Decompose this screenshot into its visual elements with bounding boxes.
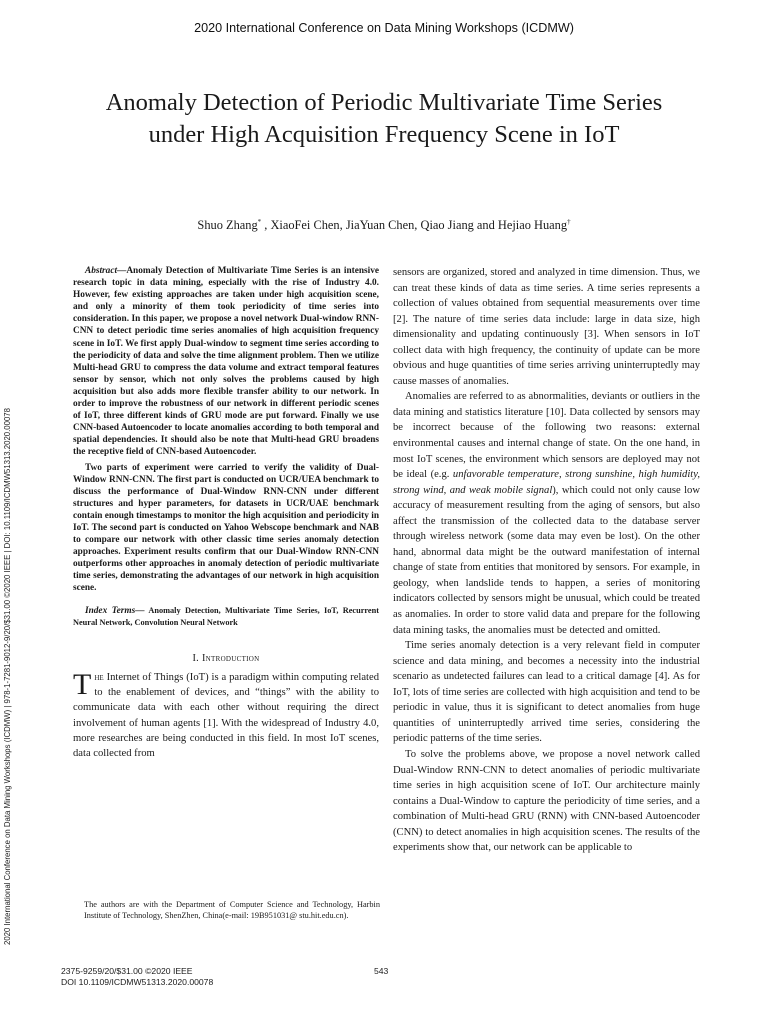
footer-doi: DOI 10.1109/ICDMW51313.2020.00078 bbox=[61, 977, 214, 987]
right-paragraph-1: sensors are organized, stored and analyzed in time dimension. Thus, we can treat these kinds of data as time series. A time series represents a collection of values obtained from sequential measurements over time [2]. The nature of time series data include: large in data size, high dimensionality and updating continuously [3]. When sensors in IoT collect data with high frequency, the continuity of update can be more obvious and huge quantities of time series arriving uninterruptedly may cause masses of anomalies. bbox=[393, 267, 700, 387]
abstract-text: —Anomaly Detection of Multivariate Time Series is an intensive research topic in data mining, especially with the rise of Industry 4.0. However, few existing approaches are taken under high acquisition scene, and only a minority of them took periodicity of time series into consideration. In this paper, we propose a novel network Dual-window RNN-CNN to detect periodic time series anomalies of high acquisition frequency scene in IoT. We first apply Dual-window to segment time series according to the periodicity of data and solve the time alignment problem. Then we utilize Multi-head GRU to compress the data volume and extract temporal features sensor by sensor, which not only solves the problems caused by high acquisition but also adds more flexible transfer ability to our network. In order to improve the robustness of our network in different periodic scenes of IoT, three different kinds of GRU mode are put forward. Finally we use CNN-based Autoencoder to locate anomalies according to both temporal and spatial dependencies. It should also be note that Multi-head GRU broadens the receptive field of CNN-based Autoencoder. bbox=[73, 266, 379, 458]
abstract bbox=[73, 265, 379, 595]
intro-text bbox=[73, 667, 379, 761]
p2-part-b: ), which could not only cause low accuracy of measurement resulting from the aging of sensors, but also affect the transmission of the collected data to the database server through wireless network (some data may even be lost). On the other hand, abnormal data might be the outward manifestation of internal change of state from entities that monitored by sensors. For example, in geology, when landslide tends to happen, a series of monitoring indicators collected by sensors might be unusual, which could be treated as anomalies. In order to store valid data and prepare for the following data mining tasks, the anomalies must be detected and omitted. bbox=[393, 484, 701, 636]
section-title: Introduction bbox=[201, 652, 260, 664]
abstract-lead: Abstract bbox=[85, 266, 118, 276]
author-mark-star: * bbox=[257, 218, 262, 226]
conference-header: 2020 International Conference on Data Mining Workshops (ICDMW) bbox=[194, 21, 574, 35]
abstract-paragraph-1 bbox=[73, 265, 379, 459]
index-terms-text: Anomaly Detection, Multivariate Time Series, IoT, Recurrent Neural Network, Convolution Neural Network bbox=[73, 605, 379, 627]
side-note: 2020 International Conference on Data Mining Workshops (ICDMW) | 978-1-7281-9012-9/20/$31.00 ©2020 IEEE | DOI: 10.1109/ICDMW51313.2020.00078 bbox=[3, 408, 12, 945]
intro-paragraph bbox=[73, 667, 379, 761]
author-first: Shuo Zhang bbox=[197, 218, 258, 233]
intro-body: Internet of Things (IoT) is a paradigm within computing related to the enablement of devices, and “things” with the ability to communicate data with each other without requiring the direct involvement of human agents [1]. With the widespread of Industry 4.0, more researches are being conducted in this field. In most IoT scenes, data collected from bbox=[73, 671, 379, 759]
footnote: The authors are with the Department of Computer Science and Technology, Harbin Institute of Technology, ShenZhen, China(e-mail: 19B951031@ stu.hit.edu.cn). bbox=[84, 900, 380, 921]
drop-cap: T bbox=[73, 667, 92, 701]
footer-left bbox=[61, 966, 213, 988]
right-column bbox=[393, 265, 700, 856]
abstract-paragraph-2: Two parts of experiment were carried to verify the validity of Dual-Window RNN-CNN. The first part is conducted on UCR/UEA benchmark to discuss the performance of Dual-Window RNN-CNN under different structures and hyper parameters, for datasets in UCR/UAE benchmark contain enough timestamps to monitor the high acquisition and periodicity in IoT. The second part is conducted on Yahoo Webscope benchmark and NAB to compare our network with other classic time series anomaly detection approaches. Experiment results confirm that our Dual-Window RNN-CNN outperforms other approaches in anomaly detection of periodic multivariate time series, demonstrating the advantages of our network in high acquisition scene. bbox=[73, 462, 379, 594]
section-number: I. bbox=[192, 652, 200, 664]
right-paragraph-4: To solve the problems above, we propose a novel network called Dual-Window RNN-CNN to detect anomalies of periodic multivariate time series in high acquisition scene of IoT. Our architecture mainly contains a Dual-Window to capture the periodicity of time series, and a combination of Multi-head GRU (RNN) with CNN-based Autoencoder (CNN) to detect anomalies in high acquisition scenes. The results of the experiments show that, our network can be applicable to bbox=[393, 748, 700, 854]
first-word-rest: he bbox=[94, 671, 104, 683]
page-number: 543 bbox=[374, 966, 389, 976]
footer-issn: 2375-9259/20/$31.00 ©2020 IEEE bbox=[61, 966, 193, 976]
index-terms-lead: Index Terms— bbox=[85, 605, 145, 616]
paper-title: Anomaly Detection of Periodic Multivariate Time Series under High Acquisition Frequency Scene in IoT bbox=[105, 89, 663, 148]
right-paragraph-2 bbox=[393, 389, 700, 638]
right-paragraph-3: Time series anomaly detection is a very relevant field in computer science and data mining, and becomes a necessity into the industrial scenario as undetected failures can lead to a critical damage [4]. As for IoT, lots of time series are collected with high acquisition and tend to be periodic in value, thus it is significant to detect anomalies from huge quantities of uninterruptedly arrived time series, considering the periodic patterns of the time series. bbox=[393, 640, 700, 745]
author-mark-dagger: † bbox=[567, 218, 571, 226]
p2-emphasis: unfavorable temperature, strong sunshine, high humidity, strong wind, and weak mobile signal bbox=[393, 469, 700, 496]
index-terms bbox=[73, 605, 379, 629]
section-heading bbox=[73, 653, 379, 664]
p2-part-a: Anomalies are referred to as abnormalities, deviants or outliers in the data mining and statistics literature [10]. Data collected by sensors may be incorrect because of the following two reasons: external environmental causes and internal change of state. On the one hand, in most IoT scenes, the environment which sensors are deployed may not be ideal (e.g. bbox=[393, 391, 700, 481]
authors bbox=[84, 218, 684, 233]
author-rest: , XiaoFei Chen, JiaYuan Chen, Qiao Jiang and Hejiao Huang bbox=[261, 218, 568, 233]
left-column bbox=[73, 265, 379, 761]
